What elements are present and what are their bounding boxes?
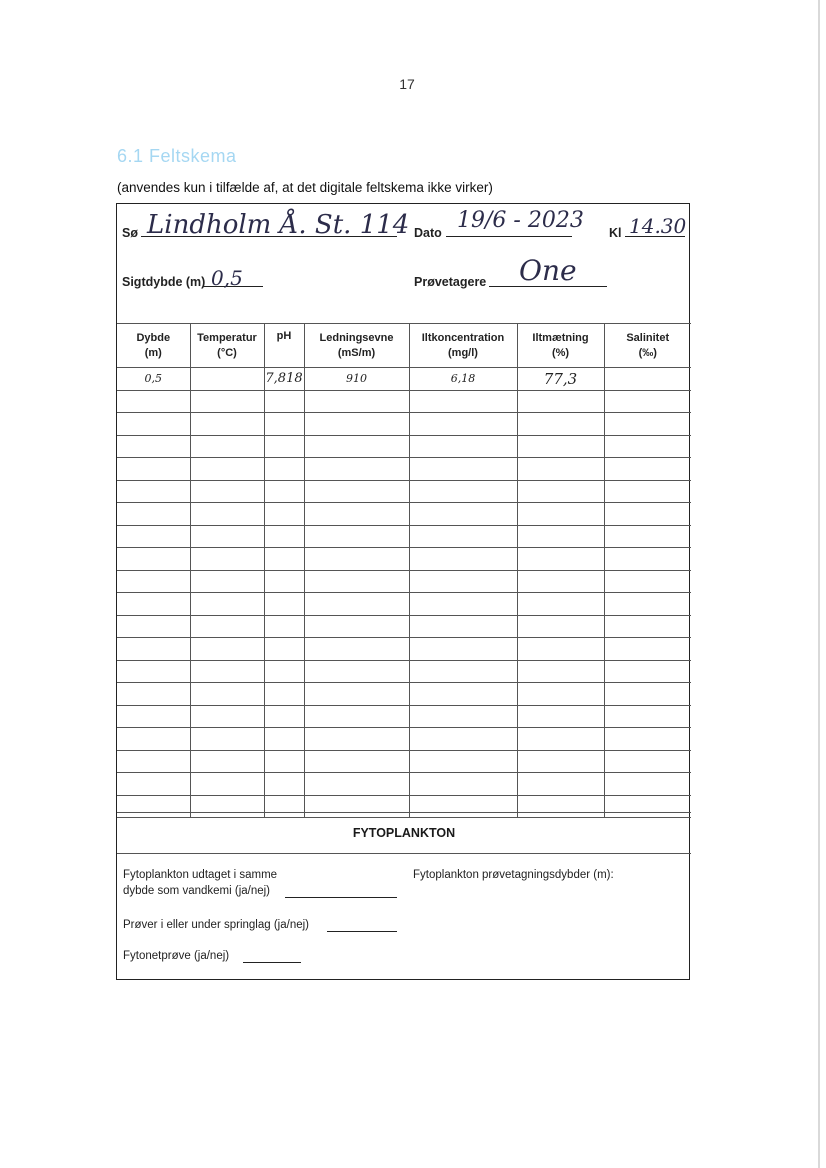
table-cell[interactable] [264, 570, 304, 593]
table-cell[interactable] [304, 773, 409, 796]
table-cell[interactable] [264, 525, 304, 548]
table-cell[interactable] [304, 503, 409, 526]
table-cell[interactable] [604, 525, 691, 548]
column-header: Iltkoncentration (mg/l) [409, 324, 517, 368]
table-cell[interactable] [409, 615, 517, 638]
table-cell[interactable] [304, 750, 409, 773]
fytoplankton-title: FYTOPLANKTON [117, 812, 691, 854]
table-row [117, 615, 691, 638]
column-header: Temperatur (°C) [190, 324, 264, 368]
dato-label: Dato [414, 226, 442, 240]
table-cell[interactable] [304, 638, 409, 661]
table-cell[interactable] [117, 683, 190, 706]
table-cell[interactable] [517, 683, 604, 706]
table-cell[interactable] [117, 503, 190, 526]
table-cell[interactable] [264, 773, 304, 796]
fyto-q3-answer-line[interactable] [327, 931, 397, 932]
table-cell[interactable] [264, 480, 304, 503]
table-cell[interactable] [304, 525, 409, 548]
table-cell[interactable] [517, 548, 604, 571]
table-cell[interactable] [304, 728, 409, 751]
table-cell[interactable] [304, 615, 409, 638]
table-cell[interactable] [604, 413, 691, 436]
table-header-row [117, 324, 691, 368]
table-row [117, 548, 691, 571]
table-cell[interactable] [304, 390, 409, 413]
table-cell[interactable] [409, 750, 517, 773]
table-cell[interactable] [190, 480, 264, 503]
measurement-table [117, 323, 691, 818]
table-cell[interactable] [604, 773, 691, 796]
table-cell[interactable] [117, 548, 190, 571]
table-cell[interactable] [190, 773, 264, 796]
table-cell[interactable] [264, 615, 304, 638]
table-cell[interactable] [604, 548, 691, 571]
table-cell[interactable] [517, 660, 604, 683]
table-cell[interactable] [304, 705, 409, 728]
table-cell[interactable] [409, 593, 517, 616]
table-cell[interactable] [117, 458, 190, 481]
table-cell[interactable] [517, 705, 604, 728]
table-cell[interactable] [264, 548, 304, 571]
table-cell[interactable] [190, 660, 264, 683]
table-row [117, 435, 691, 458]
table-cell[interactable] [190, 503, 264, 526]
table-row [117, 413, 691, 436]
table-cell[interactable] [264, 660, 304, 683]
table-cell[interactable] [517, 615, 604, 638]
table-row [117, 660, 691, 683]
table-cell[interactable] [409, 390, 517, 413]
table-cell[interactable] [117, 570, 190, 593]
table-cell[interactable] [190, 413, 264, 436]
table-cell[interactable] [190, 548, 264, 571]
table-cell[interactable] [264, 638, 304, 661]
table-cell[interactable] [117, 525, 190, 548]
table-row [117, 503, 691, 526]
table-cell[interactable] [517, 458, 604, 481]
fyto-q4: Fytonetprøve (ja/nej) [123, 950, 230, 962]
fyto-q3: Prøver i eller under springlag (ja/nej) [123, 919, 309, 931]
table-cell[interactable] [304, 413, 409, 436]
table-cell[interactable] [190, 458, 264, 481]
table-cell[interactable] [264, 413, 304, 436]
column-header: pH [264, 324, 304, 368]
table-cell[interactable] [190, 570, 264, 593]
table-cell[interactable] [117, 660, 190, 683]
table-cell[interactable] [409, 638, 517, 661]
table-cell[interactable] [190, 368, 264, 391]
fyto-q1-line1: Fytoplankton udtaget i samme [123, 869, 278, 881]
table-cell[interactable]: 7,818 [264, 368, 304, 391]
provetagere-label: Prøvetagere [414, 275, 487, 289]
table-cell[interactable] [190, 750, 264, 773]
table-row [117, 683, 691, 706]
table-cell[interactable] [517, 750, 604, 773]
sigtdybde-label: Sigtdybde (m) [122, 275, 206, 289]
table-cell[interactable] [517, 413, 604, 436]
table-cell[interactable] [304, 570, 409, 593]
table-cell[interactable] [604, 683, 691, 706]
table-row [117, 750, 691, 773]
fyto-q2: Fytoplankton prøvetagningsdybder (m): [413, 869, 614, 881]
table-cell[interactable] [604, 368, 691, 391]
table-row [117, 458, 691, 481]
table-cell[interactable] [304, 458, 409, 481]
table-cell[interactable] [190, 390, 264, 413]
table-cell[interactable] [190, 728, 264, 751]
column-header: Salinitet (‰) [604, 324, 691, 368]
table-cell[interactable] [604, 638, 691, 661]
table-cell[interactable] [517, 593, 604, 616]
dato-line [446, 236, 572, 237]
table-cell[interactable]: 910 [304, 368, 409, 391]
table-cell[interactable] [604, 705, 691, 728]
table-cell[interactable] [117, 435, 190, 458]
table-cell[interactable] [190, 683, 264, 706]
table-cell[interactable] [117, 750, 190, 773]
table-cell[interactable] [604, 390, 691, 413]
section-heading: 6.1 Feltskema [117, 146, 237, 166]
provetagere-value[interactable]: One [519, 254, 577, 287]
table-cell[interactable] [604, 728, 691, 751]
table-cell[interactable] [604, 593, 691, 616]
table-cell[interactable] [117, 773, 190, 796]
table-cell[interactable] [304, 683, 409, 706]
table-cell[interactable] [517, 435, 604, 458]
table-cell[interactable] [604, 750, 691, 773]
table-cell[interactable] [264, 728, 304, 751]
table-cell[interactable] [190, 435, 264, 458]
column-header: Dybde (m) [117, 324, 190, 368]
table-cell[interactable] [264, 683, 304, 706]
table-cell[interactable] [409, 683, 517, 706]
table-cell[interactable] [409, 773, 517, 796]
table-cell[interactable] [517, 480, 604, 503]
table-cell[interactable]: 0,5 [117, 368, 190, 391]
table-cell[interactable] [517, 570, 604, 593]
table-cell[interactable] [264, 458, 304, 481]
table-cell[interactable] [264, 435, 304, 458]
table-cell[interactable] [190, 638, 264, 661]
table-cell[interactable] [190, 593, 264, 616]
table-row [117, 480, 691, 503]
table-cell[interactable] [117, 728, 190, 751]
table-cell[interactable] [517, 728, 604, 751]
table-cell[interactable]: 77,3 [517, 368, 604, 391]
table-cell[interactable] [517, 390, 604, 413]
table-cell[interactable] [517, 638, 604, 661]
table-cell[interactable] [117, 593, 190, 616]
table-cell[interactable]: 6,18 [409, 368, 517, 391]
table-cell[interactable] [264, 593, 304, 616]
table-cell[interactable] [604, 458, 691, 481]
table-cell[interactable] [604, 615, 691, 638]
table-cell[interactable] [117, 480, 190, 503]
table-cell[interactable] [409, 548, 517, 571]
table-cell[interactable] [517, 773, 604, 796]
dato-value[interactable]: 19/6 - 2023 [457, 208, 584, 233]
table-row [117, 705, 691, 728]
table-cell[interactable] [117, 705, 190, 728]
table-cell[interactable] [304, 548, 409, 571]
kl-value[interactable]: 14.30 [629, 214, 687, 238]
column-header: Ledningsevne (mS/m) [304, 324, 409, 368]
field-form [116, 203, 690, 980]
table-cell[interactable] [409, 570, 517, 593]
form-subtitle: (anvendes kun i tilfælde af, at det digitale feltskema ikke virker) [117, 180, 493, 195]
table-row [117, 570, 691, 593]
table-cell[interactable] [409, 705, 517, 728]
table-row [117, 525, 691, 548]
table-row [117, 368, 691, 391]
table-cell[interactable] [604, 480, 691, 503]
table-cell[interactable] [190, 705, 264, 728]
table-row [117, 638, 691, 661]
fyto-q1-line2: dybde som vandkemi (ja/nej) [123, 885, 271, 897]
table-cell[interactable] [409, 413, 517, 436]
table-cell[interactable] [304, 435, 409, 458]
table-cell[interactable] [517, 503, 604, 526]
so-value[interactable]: Lindholm Å. St. 114 [147, 210, 410, 240]
table-cell[interactable] [409, 525, 517, 548]
so-label: Sø [122, 226, 138, 240]
table-cell[interactable] [604, 570, 691, 593]
table-cell[interactable] [409, 480, 517, 503]
table-cell[interactable] [304, 660, 409, 683]
table-cell[interactable] [409, 503, 517, 526]
table-row [117, 728, 691, 751]
table-cell[interactable] [304, 593, 409, 616]
table-cell[interactable] [409, 435, 517, 458]
table-row [117, 390, 691, 413]
table-cell[interactable] [117, 615, 190, 638]
table-cell[interactable] [117, 638, 190, 661]
column-header: Iltmætning (%) [517, 324, 604, 368]
fyto-q4-answer-line[interactable] [243, 962, 301, 963]
kl-label: Kl [609, 226, 622, 240]
table-cell[interactable] [409, 660, 517, 683]
scan-edge [818, 0, 820, 1168]
table-cell[interactable] [264, 390, 304, 413]
table-cell[interactable] [264, 750, 304, 773]
table-row [117, 773, 691, 796]
table-cell[interactable] [409, 458, 517, 481]
table-cell[interactable] [190, 615, 264, 638]
page-number: 17 [399, 76, 415, 92]
table-cell[interactable] [264, 705, 304, 728]
table-cell[interactable] [117, 390, 190, 413]
table-cell[interactable] [264, 503, 304, 526]
table-cell[interactable] [604, 435, 691, 458]
table-cell[interactable] [190, 525, 264, 548]
fyto-q1-answer-line[interactable] [285, 897, 397, 898]
table-cell[interactable] [304, 480, 409, 503]
sigtdybde-value[interactable]: 0,5 [211, 266, 243, 290]
table-cell[interactable] [117, 413, 190, 436]
table-row [117, 593, 691, 616]
table-cell[interactable] [409, 728, 517, 751]
table-cell[interactable] [517, 525, 604, 548]
table-cell[interactable] [604, 660, 691, 683]
table-cell[interactable] [604, 503, 691, 526]
